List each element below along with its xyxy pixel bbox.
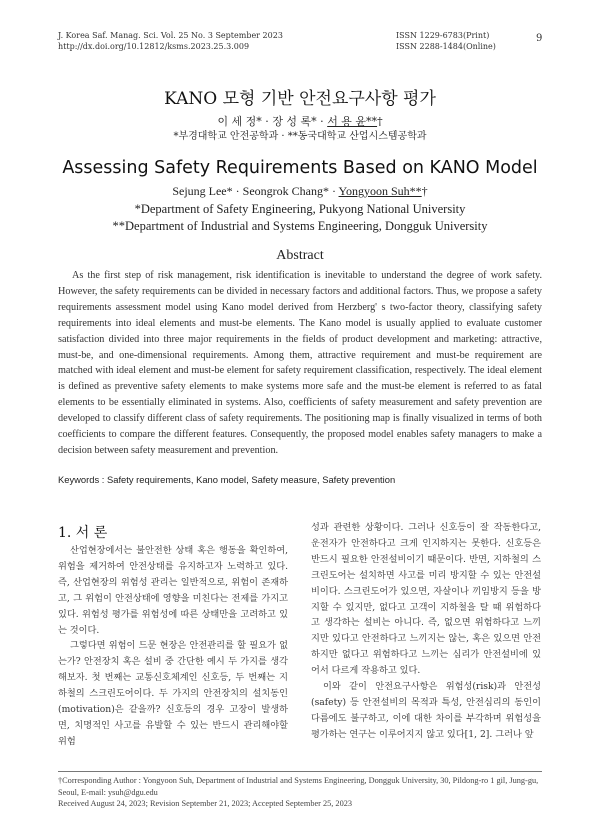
author-1-en: Sejung Lee*	[172, 184, 233, 198]
authors-english	[0, 184, 600, 199]
author-separator: ·	[328, 184, 339, 198]
author-separator: ·	[316, 115, 328, 128]
affiliation-korean: *부경대학교 안전공학과 · **동국대학교 산업시스템공학과	[173, 131, 427, 142]
author-2-ko: 장 성 록*	[272, 115, 317, 128]
affiliation-english-2: **Department of Industrial and Systems Engineering, Dongguk University	[112, 219, 488, 233]
author-3-ko: 서 용 윤**	[327, 115, 378, 128]
paragraph: 성과 관련한 상황이다. 그러나 신호등이 잘 작동한다고, 운전자가 안전하다고 크게 인지하지는 못한다. 신호등은 반드시 필요한 안전설비이기 때문이다. 반면, 지하철의 스크린도어는 설치하면 사고를 미리 방지할 수 있는 안전설비이다. 스크린도어가 있으면, 자살이나 끼임방지 등을 방지할 수 있지만, 없다고 고객이 지하철을 탈 때 위험하다고 생각하는 설비는 아니다. 즉, 없으면 위험하다고 느끼지만 있다고 안전하다고 느끼지는 않는, 혹은 있으면 안전하지만 없다고 위험하다고 느끼는 심리가 안전설비에 있어서 다르게 작용하고 있다.	[311, 522, 541, 677]
corresponding-marker: †	[377, 115, 383, 128]
footnote-divider	[58, 771, 542, 772]
affiliation-english-1: *Department of Safety Engineering, Pukyong National University	[134, 202, 466, 216]
body-column-left	[58, 543, 288, 750]
journal-citation: J. Korea Saf. Manag. Sci. Vol. 25 No. 3 September 2023	[58, 31, 283, 40]
paragraph: 산업현장에서는 불안전한 상태 혹은 행동을 확인하여, 위험을 제거하여 안전상태를 유지하고자 노력하고 있다. 즉, 산업현장의 위험성 관리는 일반적으로, 위험이 존재하고, 그 위험이 안전상태에 영향을 미친다는 전제를 가지고 있다. 위험성 평가를 위험성에 따른 상태만을 고려하고 있는 것이다.	[58, 545, 288, 636]
author-3-en: Yongyoon Suh**	[338, 184, 422, 198]
abstract-heading: Abstract	[276, 248, 324, 263]
page-number: 9	[536, 33, 543, 44]
corresponding-author-note: †Corresponding Author : Yongyoon Suh, Department of Industrial and Systems Engineering, Dongguk University, 30, Pildong-ro 1 gil, Jung-gu, Seoul, E-mail: ysuh@dgu.edu	[58, 776, 539, 797]
author-separator: ·	[232, 184, 243, 198]
keywords: Keywords : Safety requirements, Kano model, Safety measure, Safety prevention	[58, 474, 396, 485]
paper-title-english: Assessing Safety Requirements Based on KANO Model	[62, 158, 538, 178]
journal-header	[58, 30, 283, 52]
section-heading-introduction: 1. 서 론	[58, 525, 108, 541]
doi-link[interactable]: http://dx.doi.org/10.12812/ksms.2023.25.3.009	[58, 42, 250, 51]
corresponding-marker: †	[421, 184, 428, 198]
paragraph: 이와 같이 안전요구사항은 위험성(risk)과 안전성(safety) 등 안전설비의 목적과 특성, 안전심리의 동인이 다름에도 불구하고, 이에 대한 차이를 부각하며 위험성을 평가하는 연구는 이루어지지 않고 있다[1, 2]. 그러나 앞	[311, 681, 541, 740]
author-separator: ·	[261, 115, 273, 128]
received-dates: Received August 24, 2023; Revision September 21, 2023; Accepted September 25, 2023	[58, 799, 353, 808]
issn-online: ISSN 2288-1484(Online)	[396, 42, 496, 51]
paragraph: 그렇다면 위험이 드문 현장은 안전관리를 할 필요가 없는가? 안전장치 혹은 설비 중 간단한 예시 두 가지를 생각해보자. 첫 번째는 교통신호체계인 신호등, 두 번째는 지하철의 스크린도어이다. 두 가지의 안전장치의 설치동인(motivation)은 같을까? 신호등의 경우 고장이 발생하면, 치명적인 사고를 유발할 수 있는 반드시 관리해야할 위험	[58, 640, 288, 747]
author-2-en: Seongrok Chang*	[242, 184, 329, 198]
paper-title-korean: KANO 모형 기반 안전요구사항 평가	[164, 89, 436, 109]
footnote	[58, 775, 542, 810]
author-1-ko: 이 세 정*	[217, 115, 262, 128]
body-column-right	[311, 520, 541, 743]
issn-block	[396, 30, 496, 52]
abstract-body: As the first step of risk management, risk identification is inevitable to understand the degree of work safety. However, the safety requirements can be divided in necessary factors and additional factors. Thus, we propose a safety requirements assessment model using Kano model derived from Herzberg' s two-factor theory, classifying safety requirements into ideal elements and must-be elements. The Kano model is usually applied to evaluate customer satisfaction divided into three major requirements in the fields of product development and marketing: attractive, must-be, and one-dimensional requirements. Among them, attractive requirement and must-be requirement are matched with ideal element and must-be element for safety requirement classification, respectively. The ideal element is defined as preventive safety elements to make systems more safe and the must-be element is referred to as fatal elements to be essentially eliminated in systems. Also, coefficients of safety measurement and safety prevention are developed to classify different class of safety requirements. The positioning map is finally visualized in terms of both coefficients to compare the different features. Consequently, the proposed model enables safety managers to make a decision between safety measurement and prevention.	[58, 270, 542, 456]
issn-print: ISSN 1229-6783(Print)	[396, 31, 490, 40]
